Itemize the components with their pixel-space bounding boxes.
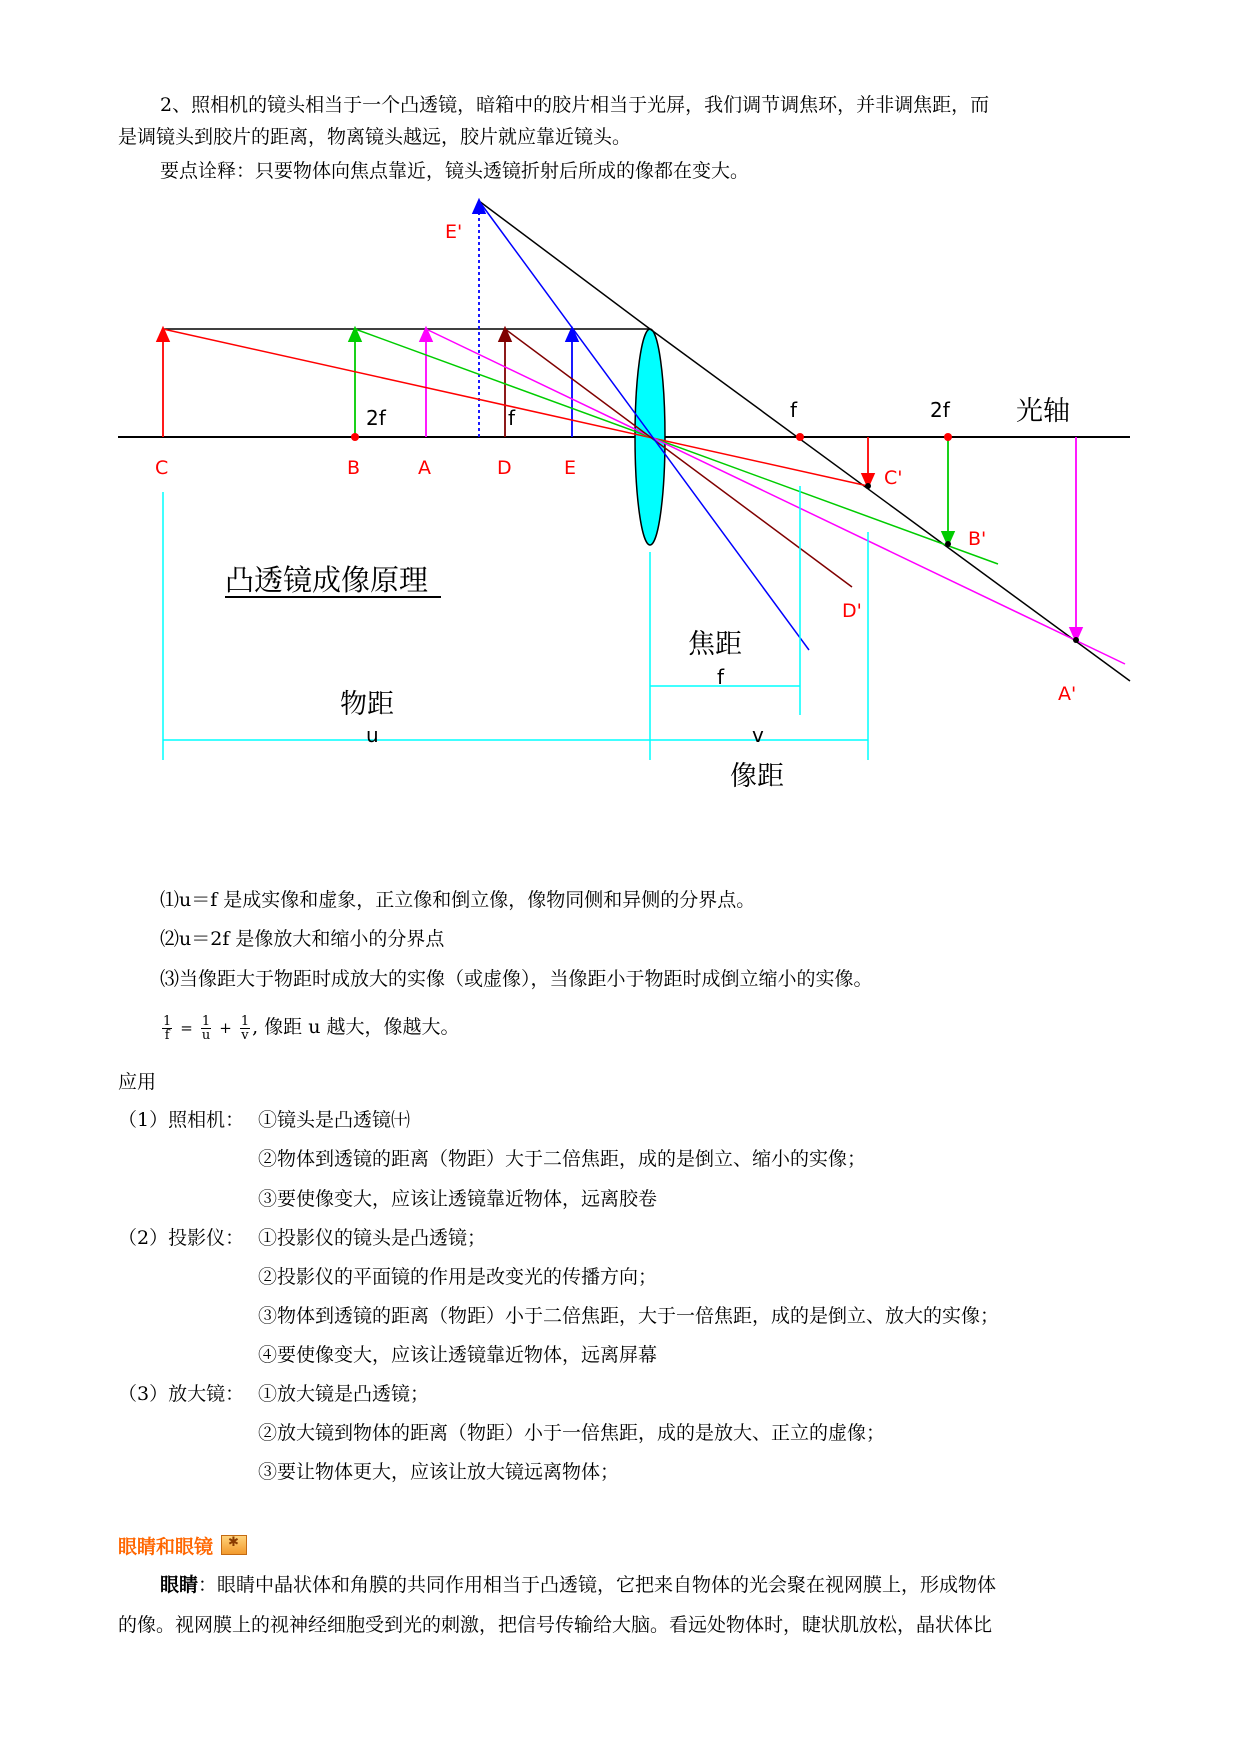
eyes-lead: 眼睛 <box>160 1574 199 1596</box>
projector-item-3: ③物体到透镜的距离（物距）小于二倍焦距，大于一倍焦距，成的是倒立、放大的实像； <box>258 1305 1000 1327</box>
mark-f-right: f <box>790 398 798 422</box>
convex-lens-imaging-diagram <box>0 190 1241 810</box>
label-D: D <box>497 457 512 479</box>
formula-tail: , 像距 u 越大，像越大。 <box>252 1016 460 1038</box>
diagram-title: 凸透镜成像原理 <box>225 563 429 597</box>
image-C-dot <box>865 483 871 489</box>
label-A-image: A' <box>1058 683 1077 705</box>
focal-length-label: 焦距 <box>688 629 742 660</box>
label-D-image: D' <box>842 600 862 622</box>
intro-line-2: 是调镜头到胶片的距离，物离镜头越远，胶片就应靠近镜头。 <box>118 126 632 148</box>
camera-item-1: ①镜头是凸透镜㈩ <box>258 1109 411 1131</box>
image-distance-label: 像距 <box>730 761 784 792</box>
label-B: B <box>347 457 361 479</box>
section-badge-icon <box>221 1535 247 1555</box>
label-E-image: E' <box>445 221 463 243</box>
rule-3: ⑶当像距大于物距时成放大的实像（或虚像），当像距小于物距时成倒立缩小的实像。 <box>160 968 873 990</box>
camera-item-2: ②物体到透镜的距离（物距）大于二倍焦距，成的是倒立、缩小的实像； <box>258 1148 867 1170</box>
camera-item-3: ③要使像变大，应该让透镜靠近物体，远离胶卷 <box>258 1188 658 1210</box>
image-A-dot <box>1073 637 1079 643</box>
axis-label: 光轴 <box>1016 396 1070 427</box>
key-point-note: 要点诠释：只要物体向焦点靠近，镜头透镜折射后所成的像都在变大。 <box>160 160 750 182</box>
rule-2: ⑵u＝2f 是像放大和缩小的分界点 <box>160 928 445 950</box>
intro-line-1: 2、照相机的镜头相当于一个凸透镜，暗箱中的胶片相当于光屏，我们调节调焦环，并非调焦距，而 <box>160 94 990 116</box>
magnifier-item-2: ②放大镜到物体的距离（物距）小于一倍焦距，成的是放大、正立的虚像； <box>258 1422 886 1444</box>
label-E: E <box>564 457 577 479</box>
ray-E <box>479 201 809 650</box>
virtual-ray-extension <box>479 201 650 329</box>
equals-sign: = <box>180 1019 193 1037</box>
projector-label: （2）投影仪： <box>118 1227 245 1249</box>
ray-A <box>426 329 1125 664</box>
ray-C <box>163 329 868 486</box>
label-A: A <box>418 457 431 479</box>
eyes-line-1 <box>160 1572 996 1598</box>
eyes-line-2: 的像。视网膜上的视神经细胞受到光的刺激，把信号传输给大脑。看远处物体时，睫状肌放松，晶状体比 <box>118 1614 993 1636</box>
fraction-1-over-f: $\frac{1}{f}$ <box>163 1013 172 1043</box>
eyes-section-title <box>118 1532 247 1559</box>
projector-item-4: ④要使像变大，应该让透镜靠近物体，远离屏幕 <box>258 1344 658 1366</box>
image-distance-symbol: v <box>752 723 764 747</box>
dimension-lines <box>163 486 868 760</box>
mark-2f-left: 2f <box>366 406 386 430</box>
fraction-1-over-u: $\frac{1}{u}$ <box>201 1013 211 1043</box>
rule-1: ⑴u＝f 是成实像和虚象，正立像和倒立像，像物同侧和异侧的分界点。 <box>160 889 756 911</box>
eyes-title-text: 眼睛和眼镜 <box>118 1536 214 1558</box>
camera-label: （1）照相机： <box>118 1109 245 1131</box>
magnifier-item-1: ①放大镜是凸透镜； <box>258 1383 430 1405</box>
ray-B <box>355 329 998 564</box>
lens-formula <box>160 1014 460 1042</box>
object-distance-label: 物距 <box>340 689 394 720</box>
projector-item-1: ①投影仪的镜头是凸透镜； <box>258 1227 487 1249</box>
point-f-right-dot <box>796 433 804 441</box>
image-B-dot <box>945 541 951 547</box>
magnifier-item-3: ③要让物体更大，应该让放大镜远离物体； <box>258 1461 620 1483</box>
eyes-line-1-text: ：眼睛中晶状体和角膜的共同作用相当于凸透镜，它把来自物体的光会聚在视网膜上，形成物体 <box>198 1574 997 1596</box>
label-C-image: C' <box>884 467 903 489</box>
label-B-image: B' <box>968 528 987 550</box>
label-C: C <box>155 457 169 479</box>
projector-item-2: ②投影仪的平面镜的作用是改变光的传播方向； <box>258 1266 658 1288</box>
fraction-1-over-v: $\frac{1}{v}$ <box>240 1013 250 1043</box>
plus-sign: + <box>219 1019 232 1037</box>
applications-heading: 应用 <box>118 1071 157 1093</box>
point-2f-right-dot <box>944 433 952 441</box>
focal-length-symbol: f <box>717 665 725 689</box>
point-B-dot <box>351 433 359 441</box>
mark-f-left: f <box>508 406 516 430</box>
object-distance-symbol: u <box>366 723 379 747</box>
magnifier-label: （3）放大镜： <box>118 1383 245 1405</box>
mark-2f-right: 2f <box>930 398 950 422</box>
